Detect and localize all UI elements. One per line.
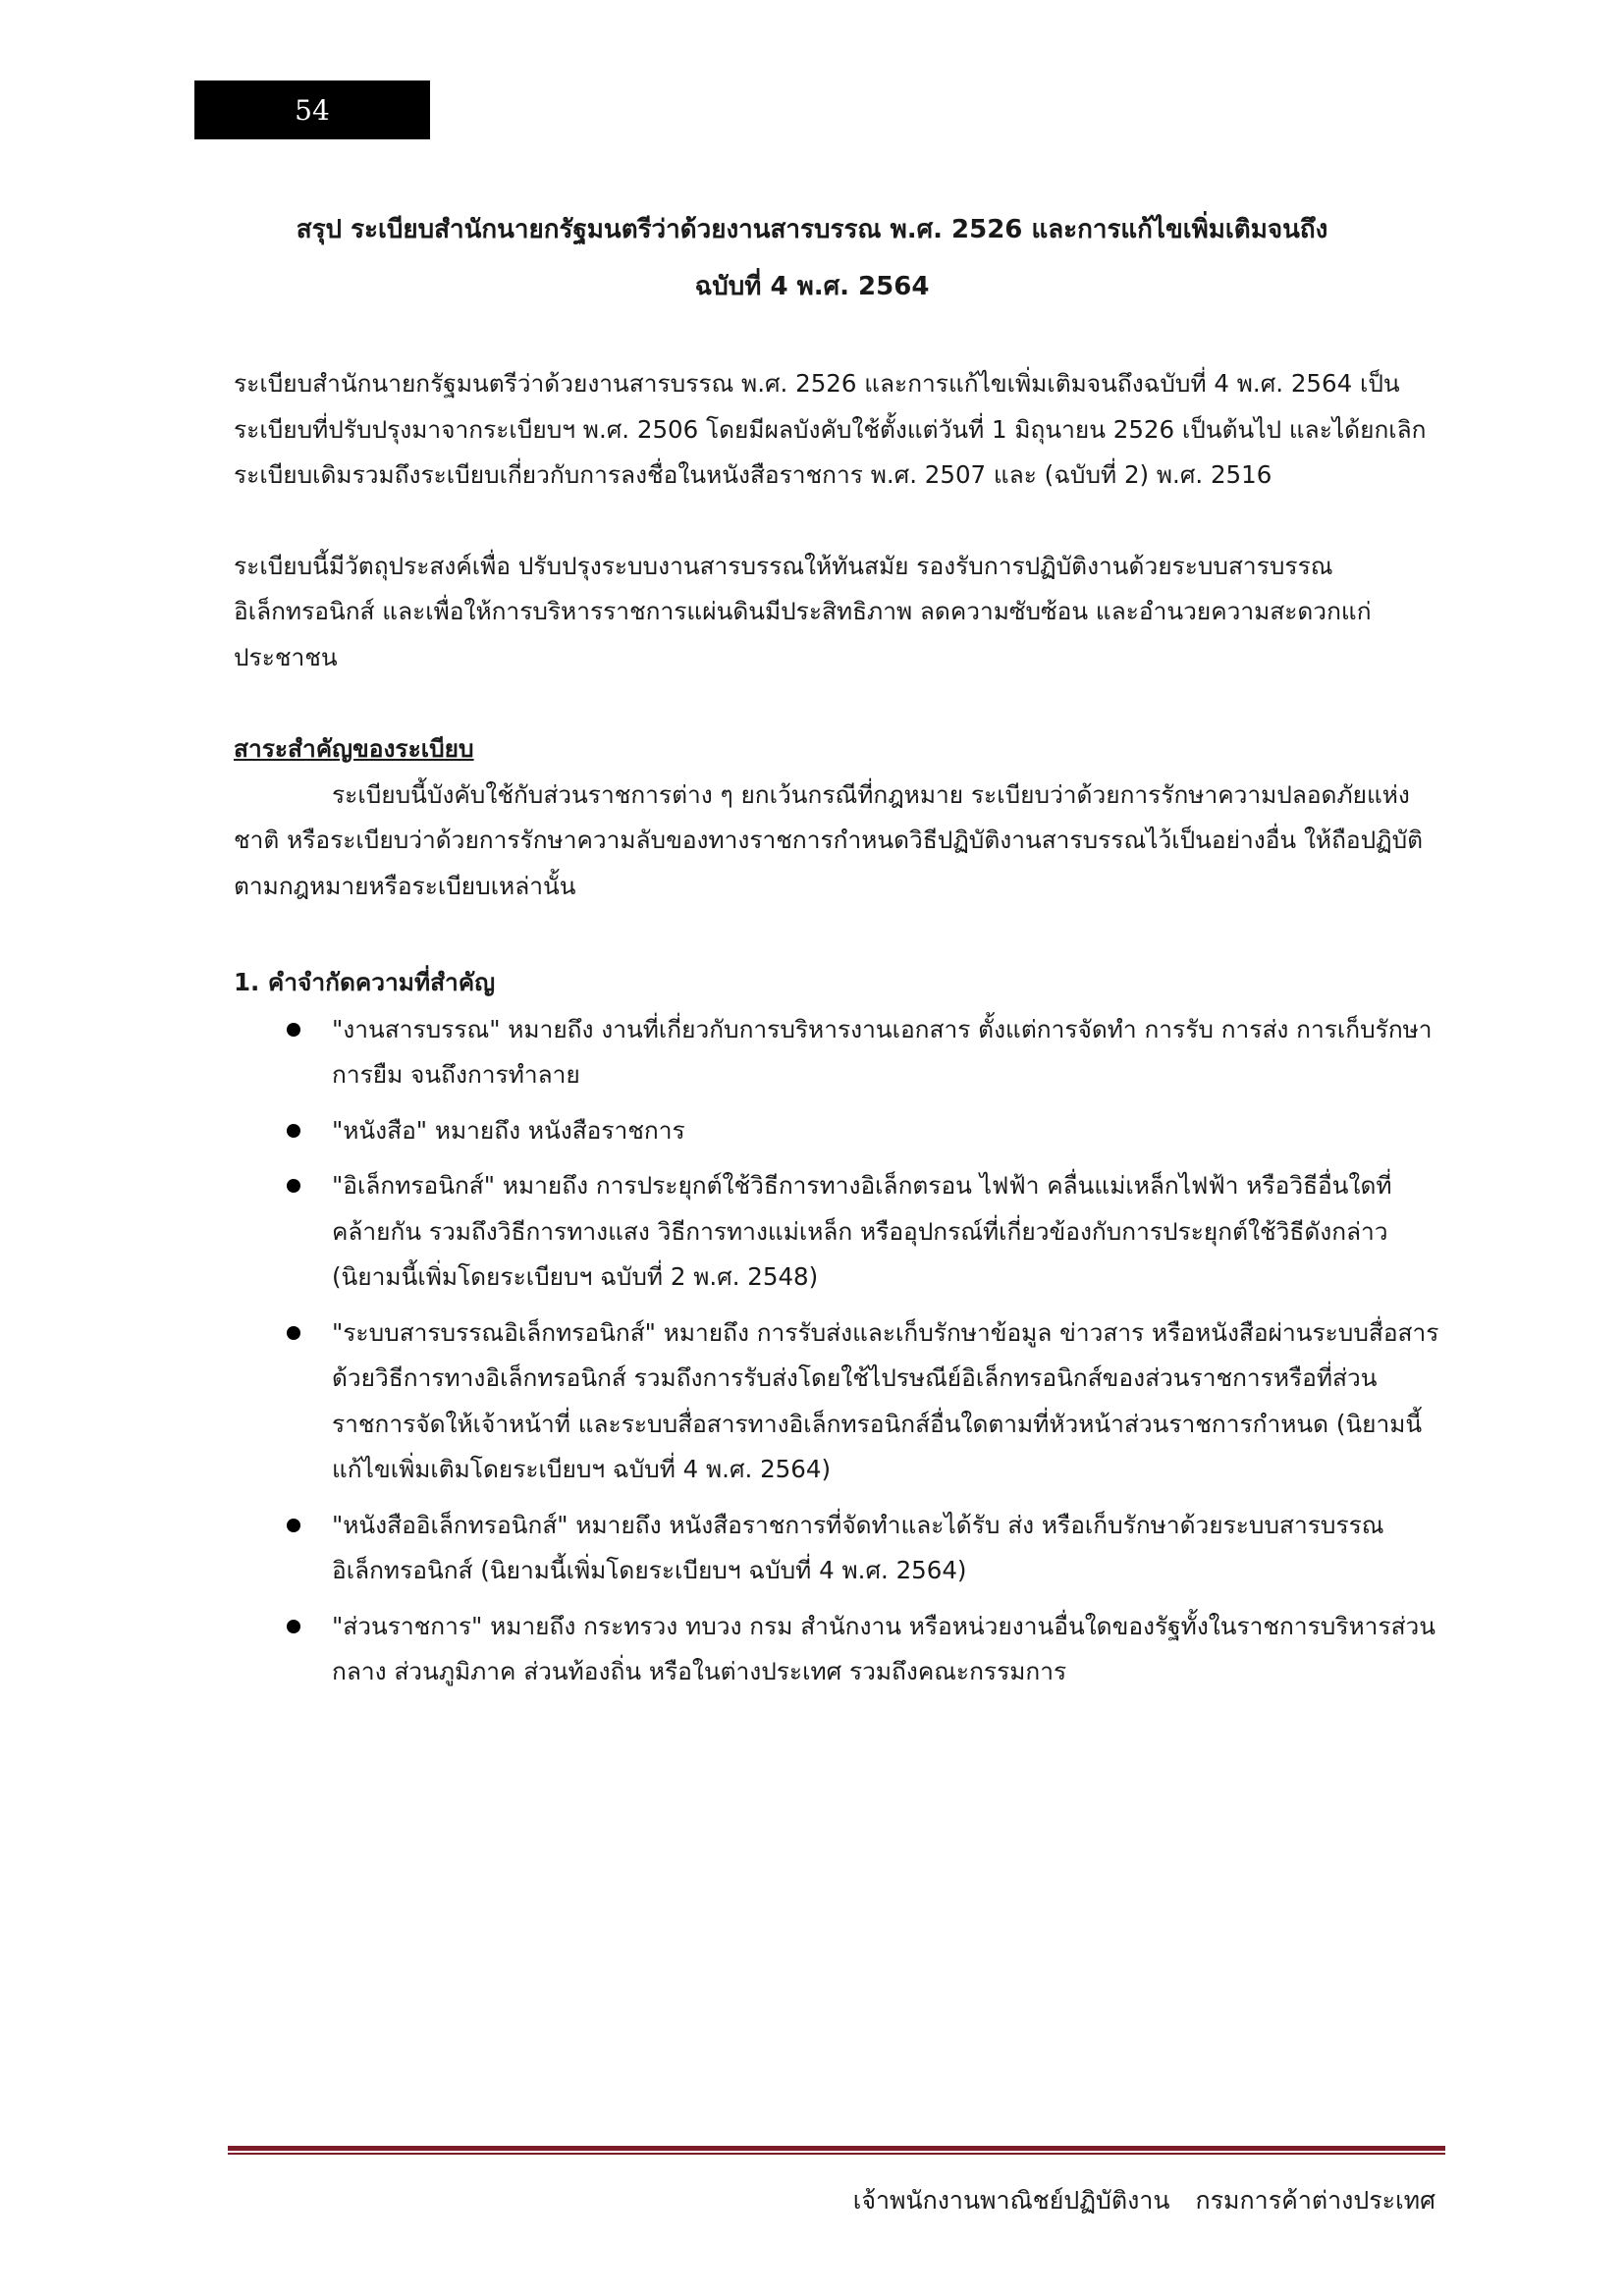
definitions-heading: 1. คำจำกัดความที่สำคัญ xyxy=(234,968,496,996)
bullet-icon xyxy=(287,1620,300,1633)
bullet-icon xyxy=(287,1179,300,1193)
definition-item xyxy=(234,1310,1441,1493)
definition-text: "หนังสืออิเล็กทรอนิกส์" หมายถึง หนังสือราชการที่จัดทำและได้รับ ส่ง หรือเก็บรักษาด้วยระบบสารบรรณอิเล็กทรอนิกส์ (นิยามนี้เพิ่มโดยระเบียบฯ ฉบับที่ 4 พ.ศ. 2564) xyxy=(332,1510,1384,1584)
definition-text: "ส่วนราชการ" หมายถึง กระทรวง ทบวง กรม สำนักงาน หรือหน่วยงานอื่นใดของรัฐทั้งในราชการบริหารส่วนกลาง ส่วนภูมิภาค ส่วนท้องถิ่น หรือในต่างประเทศ รวมถึงคณะกรรมการ xyxy=(332,1611,1436,1685)
intro-paragraph-2: ระเบียบนี้มีวัตถุประสงค์เพื่อ ปรับปรุงระบบงานสารบรรณให้ทันสมัย รองรับการปฏิบัติงานด้วยระบบสารบรรณอิเล็กทรอนิกส์ และเพื่อให้การบริหารราชการแผ่นดินมีประสิทธิภาพ ลดความซับซ้อน และอำนวยความสะดวกแก่ประชาชน xyxy=(234,551,1372,671)
bullet-icon xyxy=(287,1023,300,1037)
essence-paragraph: ระเบียบนี้บังคับใช้กับส่วนราชการต่าง ๆ ยกเว้นกรณีที่กฎหมาย ระเบียบว่าด้วยการรักษาความปลอดภัยแห่งชาติ หรือระเบียบว่าด้วยการรักษาความลับของทางราชการกำหนดวิธีปฏิบัติงานสารบรรณไว้เป็นอย่างอื่น ให้ถือปฏิบัติตามกฎหมายหรือระเบียบเหล่านั้น xyxy=(234,779,1424,900)
footer-department: กรมการค้าต่างประเทศ xyxy=(1195,2186,1435,2215)
bullet-icon xyxy=(287,1326,300,1340)
definition-item xyxy=(234,1108,1441,1154)
definition-item xyxy=(234,1604,1441,1695)
footer-rule-thick xyxy=(228,2146,1445,2151)
definition-item xyxy=(234,1163,1441,1301)
bullet-icon xyxy=(287,1519,300,1532)
essence-heading: สาระสำคัญของระเบียบ xyxy=(234,734,474,763)
title-line-1: สรุป ระเบียบสำนักนายกรัฐมนตรีว่าด้วยงานสารบรรณ พ.ศ. 2526 และการแก้ไขเพิ่มเติมจนถึง xyxy=(296,215,1328,244)
document-title xyxy=(187,201,1437,315)
footer xyxy=(853,2181,1435,2220)
definition-item xyxy=(234,1503,1441,1594)
definition-text: "หนังสือ" หมายถึง หนังสือราชการ xyxy=(332,1115,685,1145)
page-number-box xyxy=(194,80,430,139)
definition-text: "ระบบสารบรรณอิเล็กทรอนิกส์" หมายถึง การรับส่งและเก็บรักษาข้อมูล ข่าวสาร หรือหนังสือผ่านระบบสื่อสารด้วยวิธีการทางอิเล็กทรอนิกส์ รวมถึงการรับส่งโดยใช้ไปรษณีย์อิเล็กทรอนิกส์ของส่วนราชการหรือที่ส่วนราชการจัดให้เจ้าหน้าที่ และระบบสื่อสารทางอิเล็กทรอนิกส์อื่นใดตามที่หัวหน้าส่วนราชการกำหนด (นิยามนี้แก้ไขเพิ่มเติมโดยระเบียบฯ ฉบับที่ 4 พ.ศ. 2564) xyxy=(332,1317,1439,1483)
bullet-icon xyxy=(287,1124,300,1138)
definition-text: "งานสารบรรณ" หมายถึง งานที่เกี่ยวกับการบริหารงานเอกสาร ตั้งแต่การจัดทำ การรับ การส่ง การเก็บรักษา การยืม จนถึงการทำลาย xyxy=(332,1014,1433,1089)
footer-position: เจ้าพนักงานพาณิชย์ปฏิบัติงาน xyxy=(852,2186,1170,2215)
page-number: 54 xyxy=(295,93,330,127)
definition-text: "อิเล็กทรอนิกส์" หมายถึง การประยุกต์ใช้วิธีการทางอิเล็กตรอน ไฟฟ้า คลื่นแม่เหล็กไฟฟ้า หรือวิธีอื่นใดที่คล้ายกัน รวมถึงวิธีการทางแสง วิธีการทางแม่เหล็ก หรืออุปกรณ์ที่เกี่ยวข้องกับการประยุกต์ใช้วิธีดังกล่าว (นิยามนี้เพิ่มโดยระเบียบฯ ฉบับที่ 2 พ.ศ. 2548) xyxy=(332,1171,1392,1291)
intro-paragraph-1: ระเบียบสำนักนายกรัฐมนตรีว่าด้วยงานสารบรรณ พ.ศ. 2526 และการแก้ไขเพิ่มเติมจนถึงฉบับที่ 4 พ.ศ. 2564 เป็นระเบียบที่ปรับปรุงมาจากระเบียบฯ พ.ศ. 2506 โดยมีผลบังคับใช้ตั้งแต่วันที่ 1 มิถุนายน 2526 เป็นต้นไป และได้ยกเลิกระเบียบเดิมรวมถึงระเบียบเกี่ยวกับการลงชื่อในหนังสือราชการ พ.ศ. 2507 และ (ฉบับที่ 2) พ.ศ. 2516 xyxy=(234,369,1427,489)
title-line-2: ฉบับที่ 4 พ.ศ. 2564 xyxy=(694,272,930,301)
definitions-list xyxy=(234,1007,1441,1695)
document-body xyxy=(234,361,1441,1705)
footer-rule-thin xyxy=(228,2153,1445,2155)
definition-item xyxy=(234,1007,1441,1098)
